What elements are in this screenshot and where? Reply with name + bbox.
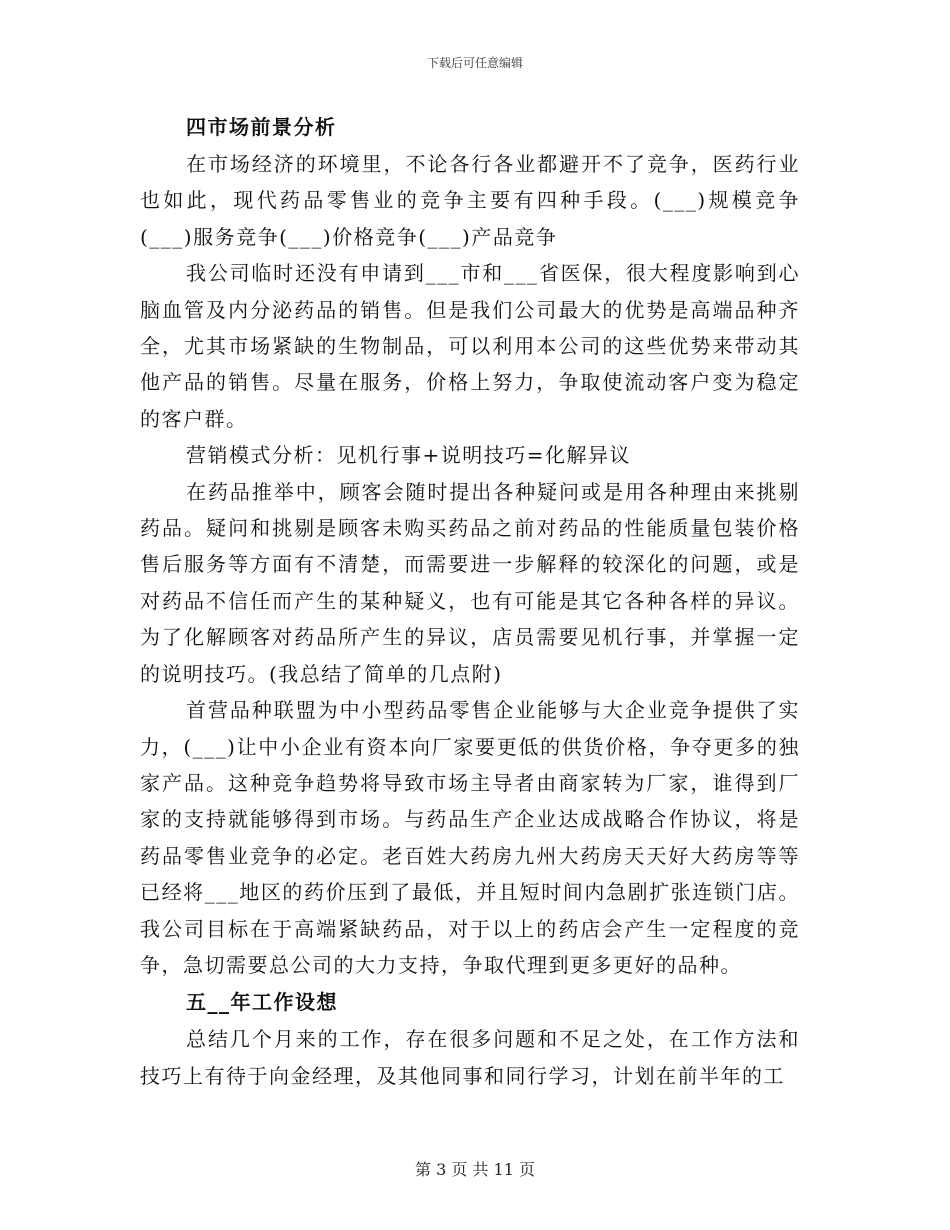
paragraph-medical-insurance: 我公司临时还没有申请到___市和___省医保，很大程度影响到心脑血管及内分泌药品的销售。但是我们公司最大的优势是高端品种齐全，尤其市场紧缺的生物制品，可以利用本公司的这些优势来带动其他产品的销售。尽量在服务，价格上努力，争取使流动客户变为稳定的客户群。	[140, 261, 800, 431]
section-heading-work-plan: 五__年工作设想	[186, 990, 338, 1015]
page-header: 下载后可任意编辑	[426, 56, 523, 70]
paragraph-work-summary: 总结几个月来的工作，存在很多问题和不足之处，在工作方法和技巧上有待于向金经理，及其他同事和同行学习，计划在前半年的工	[140, 1027, 800, 1088]
document-body	[140, 108, 800, 1094]
paragraph-competition-means: 在市场经济的环境里，不论各行各业都避开不了竞争，医药行业也如此，现代药品零售业的竞争主要有四种手段。(___)规模竞争(___)服务竞争(___)价格竞争(___)产品竞争	[140, 152, 800, 249]
section-heading-market-outlook: 四市场前景分析	[186, 115, 337, 139]
paragraph-first-variety-alliance: 首营品种联盟为中小型药品零售企业能够与大企业竞争提供了实力，(___)让中小企业有资本向厂家要更低的供货价格，争夺更多的独家产品。这种竞争趋势将导致市场主导者由商家转为厂家，谁得到厂家的支持就能够得到市场。与药品生产企业达成战略合作协议，将是药品零售业竞争的必定。老百姓大药房九州大药房天天好大药房等等已经将___地区的药价压到了最低，并且短时间内急剧扩张连锁门店。我公司目标在于高端紧缺药品，对于以上的药店会产生一定程度的竞争，急切需要总公司的大力支持，争取代理到更多更好的品种。	[140, 698, 800, 977]
paragraph-customer-objections: 在药品推举中，顾客会随时提出各种疑问或是用各种理由来挑剔药品。疑问和挑剔是顾客未购买药品之前对药品的性能质量包装价格售后服务等方面有不清楚，而需要进一步解释的较深化的问题，或是对药品不信任而产生的某种疑义，也有可能是其它各种各样的异议。为了化解顾客对药品所产生的异议，店员需要见机行事，并掌握一定的说明技巧。(我总结了简单的几点附)	[140, 479, 800, 686]
page-footer: 第 3 页 共 11 页	[415, 1160, 535, 1179]
paragraph-marketing-model: 营销模式分析：见机行事+说明技巧=化解异议	[186, 443, 632, 468]
